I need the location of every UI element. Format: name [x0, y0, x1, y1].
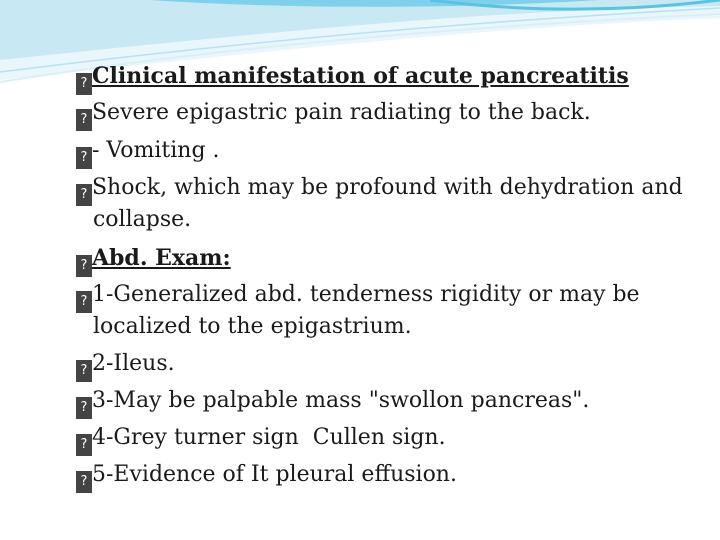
bullet-icon: ?	[76, 73, 92, 95]
list-item	[48, 427, 690, 525]
list-item-text: 2-Ileus.	[91, 351, 175, 376]
section-heading: Abd. Exam:	[91, 245, 231, 271]
list-item-text: 5-Evidence of It pleural effusion.	[91, 462, 457, 487]
list-item-text: Shock, which may be profound with dehydration and	[91, 175, 683, 200]
list-item-text: Severe epigastric pain radiating to the back.	[91, 100, 591, 125]
bullet-icon: ?	[76, 109, 92, 131]
slide-title: Clinical manifestation of acute pancreatitis	[91, 63, 629, 89]
bullet-icon: ?	[76, 291, 92, 313]
list-item-text: 4-Grey turner sign Cullen sign.	[91, 425, 446, 450]
list-item-text: - Vomiting .	[91, 138, 220, 163]
bullet-icon: ?	[76, 397, 92, 419]
list-item-text: localized to the epigastrium.	[92, 314, 412, 339]
list-item-text: 1-Generalized abd. tenderness rigidity or may be	[91, 282, 640, 307]
bullet-icon: ?	[76, 184, 92, 206]
bullet-icon: ?	[76, 360, 92, 382]
list-item-text: 3-May be palpable mass "swollon pancreas".	[91, 388, 590, 413]
bullet-icon: ?	[76, 434, 92, 456]
bullet-icon: ?	[76, 471, 92, 493]
bullet-icon: ?	[76, 147, 92, 169]
list-item-text: collapse.	[92, 207, 192, 232]
bullet-icon: ?	[76, 255, 92, 277]
